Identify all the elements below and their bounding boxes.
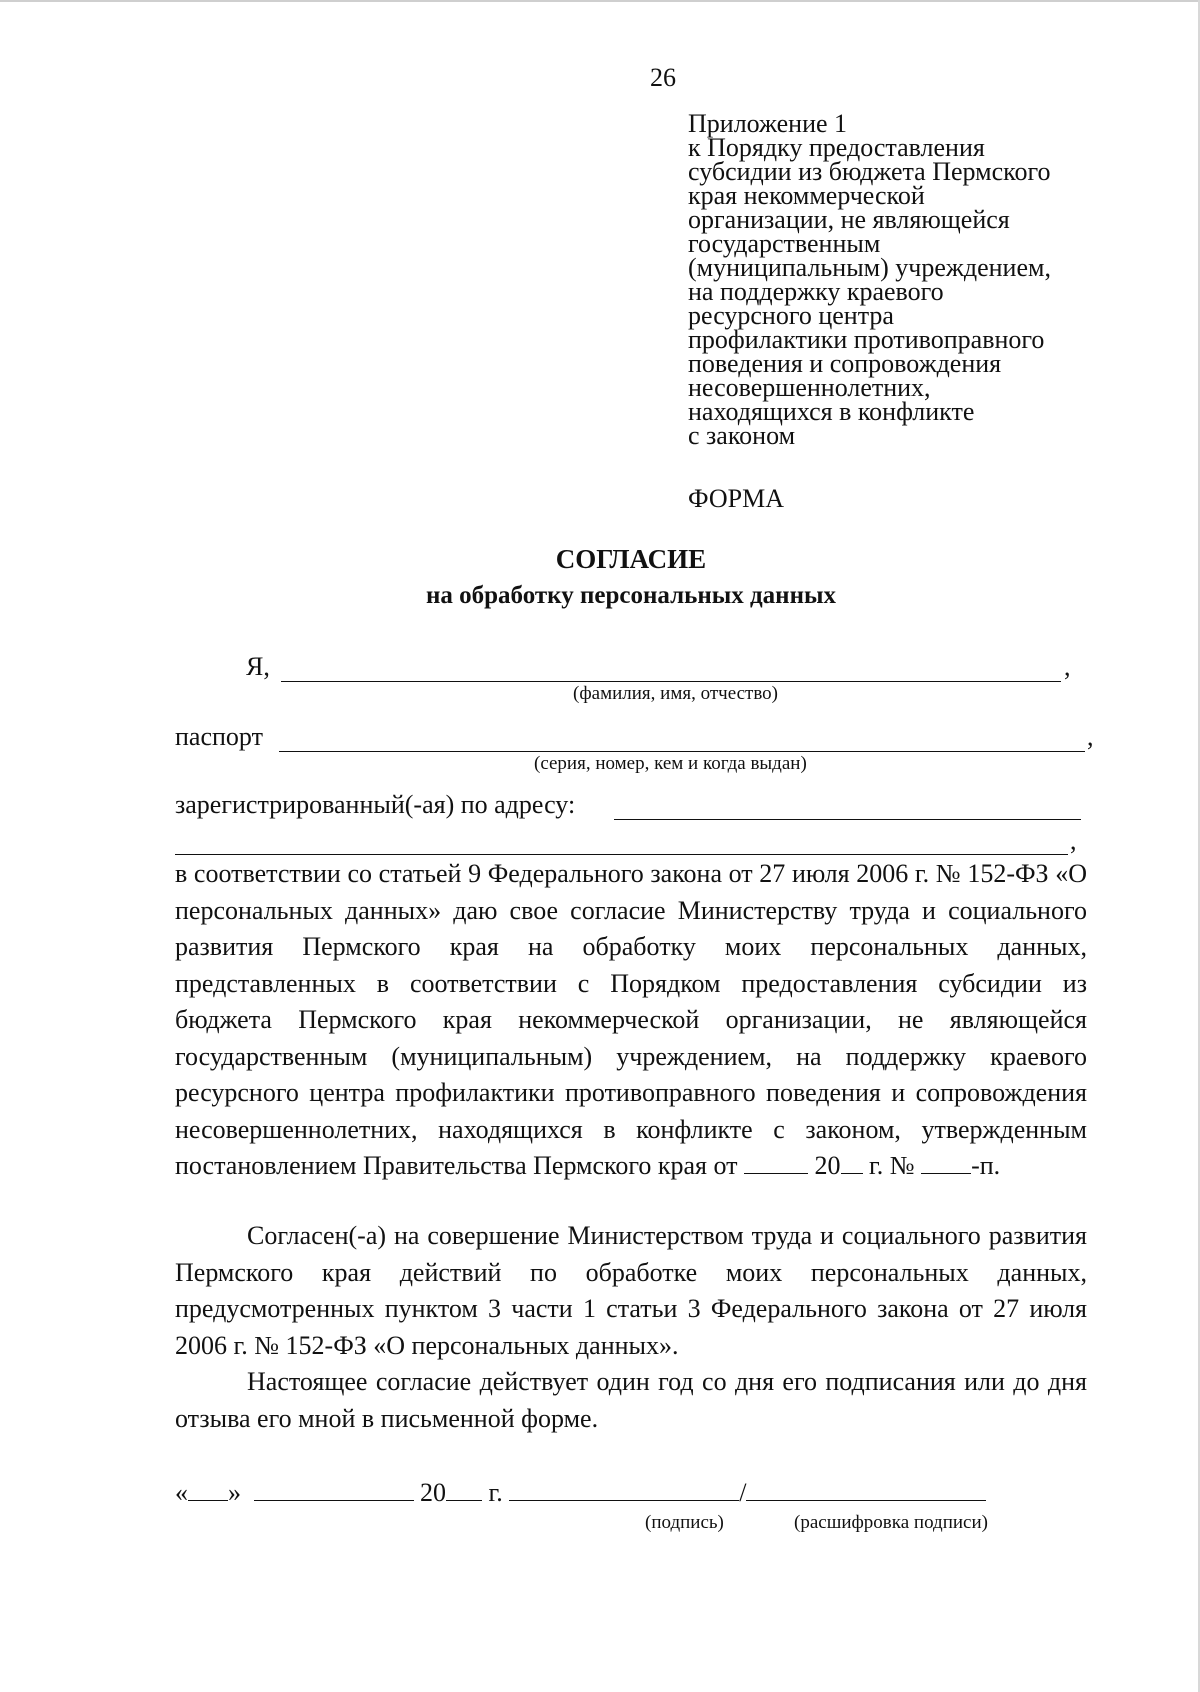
decree-number-suffix: -п. (971, 1151, 1001, 1180)
consent-paragraph-1-text: в соответствии со статьей 9 Федерального закона от 27 июля 2006 г. № 152-ФЗ «О персональных данных» даю свое согласие Министерству труда и социального развития Пермского края на обработку моих персональных данных, представленных в соответствии с Порядком предоставления субсидии из бюджета Пермского края некоммерческой организации, не являющейся государственным (муниципальным) учреждением, на поддержку краевого ресурсного центра профилактики противоправного поведения и сопровождения несовершеннолетних, находящихся в конфликте с законом, утвержденным постановлением Правительства Пермского края от (175, 859, 1087, 1180)
consent-paragraph-3 (175, 1364, 1087, 1437)
decree-day-month-field[interactable] (744, 1172, 808, 1174)
decree-year-field[interactable] (841, 1172, 863, 1174)
signature-decode-hint: (расшифровка подписи) (794, 1512, 988, 1533)
address-label: зарегистрированный(-ая) по адресу: (175, 790, 576, 819)
date-quote-open: « (175, 1478, 188, 1507)
signature-field[interactable] (509, 1499, 739, 1501)
appendix-line: находящихся в конфликте (688, 397, 975, 426)
appendix-line: Приложение 1 (688, 109, 848, 138)
decree-year-prefix: 20 (814, 1151, 841, 1180)
passport-hint: (серия, номер, кем и когда выдан) (534, 753, 807, 774)
date-day-field[interactable] (188, 1499, 228, 1501)
signature-slash: / (739, 1478, 747, 1507)
form-label: ФОРМА (688, 484, 784, 513)
appendix-line: (муниципальным) учреждением, (688, 253, 1051, 282)
consent-paragraph-3-text: Настоящее согласие действует один год со дня его подписания или до дня отзыва его мной в письменной форме. (175, 1367, 1087, 1433)
page-number: 26 (650, 63, 676, 92)
appendix-header (688, 109, 1108, 450)
document-title: СОГЛАСИЕ (555, 544, 707, 574)
signature-row (175, 1478, 986, 1508)
address-field-line-1[interactable] (614, 819, 1081, 820)
date-year-field[interactable] (446, 1499, 482, 1501)
appendix-line: субсидии из бюджета Пермского (688, 157, 1051, 186)
passport-comma: , (1087, 722, 1094, 751)
appendix-line: ресурсного центра (688, 301, 894, 330)
name-prefix: Я, (246, 652, 270, 681)
page-top-edge (0, 0, 1200, 2)
appendix-line: профилактики противоправного (688, 325, 1045, 354)
date-year-suffix: г. (488, 1478, 503, 1507)
decree-number-field[interactable] (921, 1172, 971, 1174)
date-quote-close: » (228, 1478, 241, 1507)
appendix-line: государственным (688, 229, 881, 258)
passport-label: паспорт (175, 722, 263, 751)
appendix-line: организации, не являющейся (688, 205, 1010, 234)
full-name-hint: (фамилия, имя, отчество) (573, 683, 779, 704)
appendix-line: несовершеннолетних, (688, 373, 931, 402)
address-field-line-2[interactable] (175, 854, 1068, 855)
consent-paragraph-2 (175, 1218, 1087, 1364)
appendix-line: края некоммерческой (688, 181, 925, 210)
document-subtitle: на обработку персональных данных (426, 582, 836, 609)
signature-decode-field[interactable] (746, 1499, 986, 1501)
date-year-prefix: 20 (420, 1478, 446, 1507)
decree-number-label: г. № (869, 1151, 915, 1180)
passport-field[interactable] (279, 751, 1085, 752)
signature-hint: (подпись) (645, 1512, 724, 1533)
appendix-line: на поддержку краевого (688, 277, 944, 306)
appendix-line: с законом (688, 421, 796, 450)
appendix-line: поведения и сопровождения (688, 349, 1002, 378)
consent-paragraph-2-text: Согласен(-а) на совершение Министерством труда и социального развития Пермского края действий по обработке моих персональных данных, предусмотренных пунктом 3 части 1 статьи 3 Федерального закона от 27 июля 2006 г. № 152-ФЗ «О персональных данных». (175, 1221, 1087, 1360)
address-comma: , (1070, 826, 1077, 855)
full-name-field[interactable] (281, 681, 1061, 682)
appendix-line: к Порядку предоставления (688, 133, 985, 162)
date-month-field[interactable] (254, 1499, 414, 1501)
consent-paragraph-1 (175, 856, 1087, 1185)
name-comma: , (1064, 652, 1071, 681)
